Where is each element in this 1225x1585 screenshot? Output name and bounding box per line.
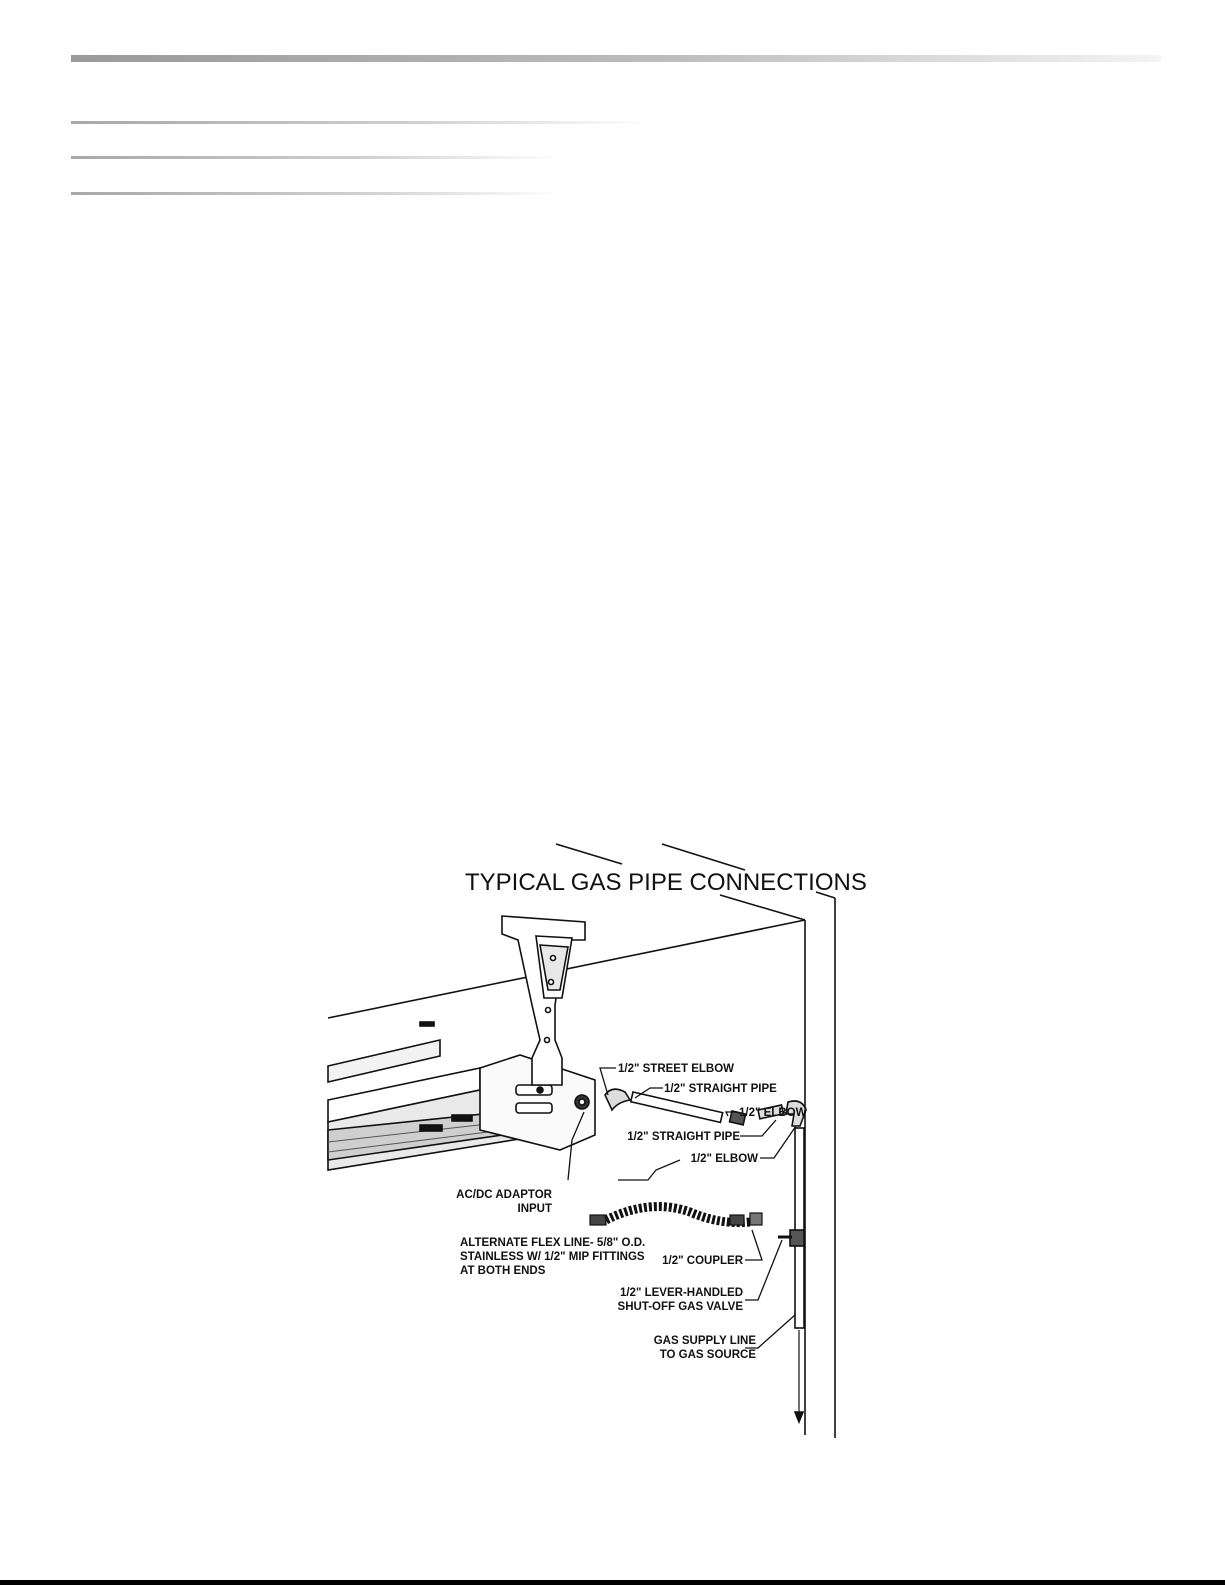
label-elbow-top: 1/2" ELBOW	[739, 1107, 807, 1119]
label-adaptor-line2: INPUT	[517, 1203, 552, 1215]
label-coupler: 1/2" COUPLER	[662, 1255, 743, 1267]
header-subrule-3	[71, 192, 561, 195]
label-street-elbow: 1/2" STREET ELBOW	[618, 1063, 734, 1075]
footer-rule	[0, 1580, 1225, 1585]
label-adaptor-line1: AC/DC ADAPTOR	[456, 1189, 552, 1201]
label-supply-line2: TO GAS SOURCE	[659, 1349, 756, 1361]
label-elbow-mid: 1/2" ELBOW	[690, 1153, 758, 1165]
label-valve-line2: SHUT-OFF GAS VALVE	[617, 1301, 743, 1313]
label-supply-line1: GAS SUPPLY LINE	[653, 1335, 756, 1347]
flex-line	[590, 1207, 762, 1225]
label-flex-line3: AT BOTH ENDS	[460, 1265, 546, 1277]
label-flex-line1: ALTERNATE FLEX LINE- 5/8" O.D.	[460, 1237, 646, 1249]
label-straight-pipe-mid: 1/2" STRAIGHT PIPE	[627, 1131, 740, 1143]
label-valve-line1: 1/2" LEVER-HANDLED	[619, 1287, 743, 1299]
label-straight-pipe-top: 1/2" STRAIGHT PIPE	[664, 1083, 777, 1095]
header-rule	[71, 55, 1161, 62]
header-subrule-1	[71, 121, 651, 124]
header-subrule-2	[71, 156, 561, 159]
label-flex-line2: STAINLESS W/ 1/2" MIP FITTINGS	[460, 1251, 645, 1263]
gas-pipe-diagram	[300, 830, 880, 1460]
diagram-title: TYPICAL GAS PIPE CONNECTIONS	[465, 869, 867, 896]
